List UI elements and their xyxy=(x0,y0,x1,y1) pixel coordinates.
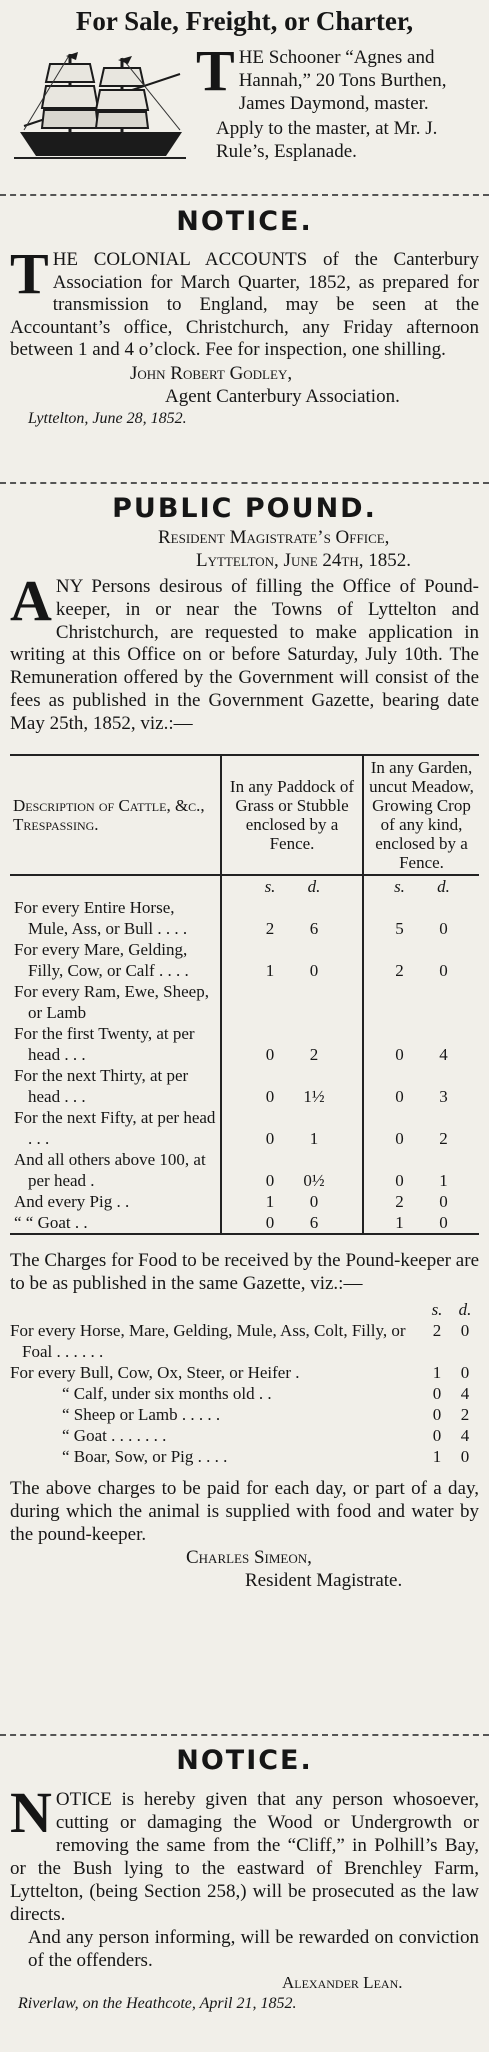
signatory-title: Resident Magistrate. xyxy=(245,1569,403,1591)
ad-apply-text: Apply to the master, at Mr. J. Rule’s, Esplanade. xyxy=(216,118,438,162)
table-row xyxy=(10,1212,479,1234)
drop-cap: N xyxy=(10,1780,52,1845)
food-charge-row xyxy=(10,1320,479,1362)
garden-pence: 3 xyxy=(439,1086,448,1106)
garden-pence: 2 xyxy=(439,1128,448,1148)
notice-heading: NOTICE. xyxy=(176,1745,313,1776)
garden-pence: 0 xyxy=(439,1191,448,1211)
food-charges-intro xyxy=(10,1249,479,1295)
paddock-shillings: 0 xyxy=(265,1212,275,1232)
food-units-row xyxy=(10,1299,479,1320)
signatory-name: Alexander Lean. xyxy=(282,1973,403,1992)
public-pound-notice xyxy=(10,492,479,1729)
garden-shillings: 1 xyxy=(395,1212,404,1232)
cattle-description: And all others above 100, at per head . xyxy=(14,1149,206,1190)
column-header-description: Description of Cattle, &c., Trespassing. xyxy=(13,795,205,834)
paddock-pence: 2 xyxy=(309,1044,319,1064)
paddock-pence: 1½ xyxy=(303,1086,325,1106)
garden-pence: 4 xyxy=(439,1044,448,1064)
paddock-pence: 1 xyxy=(309,1128,319,1148)
ad-body-text: HE Schooner “Agnes and Hannah,” 20 Tons Burthen, James Daymond, master. xyxy=(238,47,447,114)
reward-text: And any person informing, will be rewarded on conviction of the offenders. xyxy=(28,1927,479,1971)
ad-body xyxy=(196,38,479,163)
food-charge-shillings: 1 xyxy=(432,1446,442,1466)
garden-shillings: 0 xyxy=(395,1086,404,1106)
colonial-accounts-notice xyxy=(10,205,479,475)
cattle-description: For every Entire Horse, Mule, Ass, or Bull . . . . xyxy=(14,897,188,938)
trespass-notice xyxy=(10,1744,479,2044)
table-units-row xyxy=(10,875,479,897)
paddock-shillings: 1 xyxy=(265,960,275,980)
cattle-description: And every Pig . . xyxy=(14,1191,130,1211)
notice-date: Lyttelton, June 28, 1852. xyxy=(28,409,187,427)
unit-pence: d. xyxy=(458,1299,472,1319)
signatory-name: Charles Simeon, xyxy=(186,1546,312,1568)
unit-pence: d. xyxy=(307,876,321,896)
notice-date: Riverlaw, on the Heathcote, April 21, 1852. xyxy=(18,1995,297,2012)
cattle-description: For every Ram, Ewe, Sheep, or Lamb xyxy=(14,981,209,1022)
food-charge-row xyxy=(10,1404,479,1425)
garden-shillings: 2 xyxy=(395,1191,404,1211)
table-row xyxy=(10,897,479,939)
garden-pence: 0 xyxy=(439,1212,448,1232)
separator-rule xyxy=(0,1734,489,1736)
unit-shillings: s. xyxy=(431,1299,443,1319)
unit-shillings: s. xyxy=(394,876,405,896)
garden-shillings: 0 xyxy=(395,1170,404,1190)
notice-body xyxy=(10,241,479,362)
paddock-pence: 0 xyxy=(309,1191,319,1211)
trespass-fees-table xyxy=(10,754,479,1235)
food-charge-pence: 0 xyxy=(460,1362,470,1382)
paddock-shillings: 0 xyxy=(265,1044,275,1064)
paddock-pence: 6 xyxy=(309,1212,319,1232)
ad-headline: For Sale, Freight, or Charter, xyxy=(75,6,414,36)
food-intro-text: The Charges for Food to be received by the Pound-keeper are to be as published in the same Gazette, viz.:— xyxy=(10,1249,479,1294)
notice-body-text: HE COLONIAL ACCOUNTS of the Canterbury Association for March Quarter, 1852, as prepared for transmission to England, may be seen at the Accountant’s office, Christchurch, any Friday afternoon between 1 and 4 o’clock. Fee for inspection, one shilling. xyxy=(10,249,479,360)
notice-body-text: OTICE is hereby given that any person whosoever, cutting or damaging the Wood or Undergrowth or removing the same from the “Cliff,” in Polhill’s Bay, or the Bush lying to the eastward of Brenchley Farm, Lyttelton, (being Section 258,) will be prosecuted as the law directs. xyxy=(10,1789,479,1925)
signatory-name: John Robert Godley, xyxy=(130,362,293,384)
garden-shillings: 0 xyxy=(395,1128,404,1148)
food-charge-shillings: 1 xyxy=(432,1362,442,1382)
notice-body xyxy=(10,568,479,736)
unit-shillings: s. xyxy=(264,876,276,896)
food-charge-shillings: 0 xyxy=(432,1383,442,1403)
table-row xyxy=(10,939,479,981)
notice-body-text: NY Persons desirous of filling the Office of Pound-keeper, in or near the Towns of Lyttelton and Christchurch, are requested to make application in writing at this Office on or before Saturday, July 10th. The Remuneration offered by the Government will consist of the fees as published in the Government Gazette, bearing date May 25th, 1852, viz.:— xyxy=(10,576,479,734)
food-charge-pence: 4 xyxy=(460,1425,470,1445)
food-charge-row xyxy=(10,1425,479,1446)
garden-shillings: 0 xyxy=(395,1044,404,1064)
food-charge-label: “ Boar, Sow, or Pig . . . . xyxy=(62,1446,228,1466)
cattle-description: For the first Twenty, at per head . . . xyxy=(14,1023,195,1064)
drop-cap: T xyxy=(196,38,235,103)
column-header-paddock: In any Paddock of Grass or Stubble enclosed by a Fence. xyxy=(221,755,363,875)
table-row xyxy=(10,1065,479,1107)
closing-text: The above charges to be paid for each day, or part of a day, during which the animal is supplied with food and water by the pound-keeper. xyxy=(10,1477,479,1545)
drop-cap: T xyxy=(10,241,49,306)
paddock-shillings: 2 xyxy=(265,918,275,938)
drop-cap: A xyxy=(10,568,52,633)
paddock-pence: 6 xyxy=(309,918,319,938)
table-row xyxy=(10,1107,479,1149)
for-sale-advertisement xyxy=(10,6,479,190)
schooner-ship-icon xyxy=(10,46,190,176)
food-charge-label: For every Horse, Mare, Gelding, Mule, Ass, Colt, Filly, or Foal . . . . . . xyxy=(10,1320,406,1361)
notice-heading: PUBLIC POUND. xyxy=(112,493,377,524)
food-charge-pence: 4 xyxy=(460,1383,470,1403)
food-charge-pence: 0 xyxy=(460,1446,470,1466)
table-row xyxy=(10,981,479,1023)
cattle-description: “ “ Goat . . xyxy=(14,1212,88,1232)
paddock-shillings: 1 xyxy=(265,1191,275,1211)
garden-shillings: 2 xyxy=(395,960,404,980)
food-charge-label: For every Bull, Cow, Ox, Steer, or Heifer . xyxy=(10,1362,300,1382)
office-date-line: Lyttelton, June 24th, 1852. xyxy=(196,550,411,571)
paddock-shillings: 0 xyxy=(265,1170,275,1190)
food-charges-list xyxy=(10,1299,479,1467)
separator-rule xyxy=(0,194,489,196)
table-header-row xyxy=(10,755,479,875)
garden-pence: 0 xyxy=(439,918,448,938)
cattle-description: For every Mare, Gelding, Filly, Cow, or Calf . . . . xyxy=(14,939,189,980)
separator-rule xyxy=(0,482,489,484)
paddock-shillings: 0 xyxy=(265,1086,275,1106)
food-charge-pence: 0 xyxy=(460,1320,470,1340)
office-line: Resident Magistrate’s Office, xyxy=(158,527,390,548)
food-charge-label: “ Calf, under six months old . . xyxy=(62,1383,272,1403)
food-charge-row xyxy=(10,1362,479,1383)
paddock-shillings: 0 xyxy=(265,1128,275,1148)
food-charge-label: “ Sheep or Lamb . . . . . xyxy=(62,1404,221,1424)
food-charge-row xyxy=(10,1446,479,1467)
table-row xyxy=(10,1149,479,1191)
column-header-garden: In any Garden, uncut Meadow, Growing Crop of any kind, enclosed by a Fence. xyxy=(363,755,479,875)
food-charge-shillings: 2 xyxy=(432,1320,442,1340)
food-charge-row xyxy=(10,1383,479,1404)
food-charge-pence: 2 xyxy=(460,1404,470,1424)
notice-heading: NOTICE. xyxy=(176,206,313,237)
paddock-pence: 0 xyxy=(309,960,319,980)
table-row xyxy=(10,1191,479,1212)
garden-pence: 0 xyxy=(439,960,448,980)
garden-shillings: 5 xyxy=(395,918,404,938)
cattle-description: For the next Fifty, at per head . . . xyxy=(14,1107,216,1148)
notice-body xyxy=(10,1780,479,1926)
table-row xyxy=(10,1023,479,1065)
signatory-title: Agent Canterbury Association. xyxy=(165,385,400,407)
paddock-pence: 0½ xyxy=(303,1170,325,1190)
food-charge-shillings: 0 xyxy=(432,1425,442,1445)
cattle-description: For the next Thirty, at per head . . . xyxy=(14,1065,189,1106)
food-charge-shillings: 0 xyxy=(432,1404,442,1424)
garden-pence: 1 xyxy=(439,1170,448,1190)
unit-pence: d. xyxy=(437,876,450,896)
food-charge-label: “ Goat . . . . . . . xyxy=(62,1425,167,1445)
